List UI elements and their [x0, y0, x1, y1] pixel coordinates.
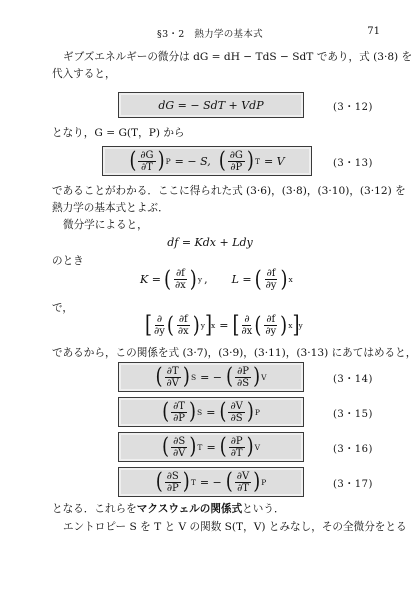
equation-cross-derivative: [ $\frac{\partial}{\partial y}$ ( $\frac{\partial f}{\partial x}$ ) y ] x = [ $\frac{\partial}{\partial x}$ ( $\frac{\partial f}{\partial y}$ ) x ] y [145, 311, 303, 339]
paragraph-line: 微分学によると， [63, 219, 148, 231]
partial-derivative: ( $\frac{\partial S}{\partial P}$ ) T [155, 468, 196, 495]
equation-number: (3・14) [333, 374, 373, 385]
equation-box-3-12 [118, 92, 304, 118]
partial-derivative: ( $\frac{\partial V}{\partial S}$ ) P [219, 398, 260, 425]
partial-derivative: ( $\frac{\partial P}{\partial S}$ ) V [226, 363, 267, 390]
equation-number: (3・15) [333, 409, 373, 420]
partial-derivative: ( $\frac{\partial T}{\partial V}$ ) S [155, 363, 197, 390]
equation-number: (3・16) [333, 444, 373, 455]
equation-box-maxwell [118, 362, 304, 392]
equation-sign: = − [199, 475, 222, 489]
equation-box-maxwell [118, 467, 304, 497]
partial-derivative: ( $\frac{\partial f}{\partial y}$ ) x [254, 265, 293, 292]
paragraph-line: ギブズエネルギーの微分は dG = dH − TdS − SdT であり，式 (3·8) を [63, 51, 413, 63]
paragraph-line: エントロピー S を T と V の関数 S(T，V) とみなし，その全微分をとる [63, 521, 407, 533]
paragraph-line: となる．これらをマクスウェルの関係式という． [52, 503, 285, 515]
partial-derivative: ( $\frac{\partial V}{\partial T}$ ) P [225, 468, 267, 495]
page-header [0, 26, 420, 42]
equation-sign: = [206, 405, 216, 419]
partial-derivative: ( $\frac{\partial T}{\partial P}$ ) S [162, 398, 203, 425]
page-number: 71 [367, 26, 380, 37]
equation-K-L: K = ( $\frac{\partial f}{\partial x}$ ) y , L = ( $\frac{\partial f}{\partial y}$ ) x [140, 265, 293, 292]
section-title: §3・2 熱力学の基本式 [157, 29, 263, 40]
equation-number: (3・17) [333, 479, 373, 490]
paragraph-line: であるから，この関係を式 (3·7)，(3·9)，(3·11)，(3·13) にあてはめると， [52, 347, 417, 359]
term-maxwell-relations: マクスウェルの関係式 [136, 503, 243, 515]
equation-sign: = − [200, 370, 223, 384]
paragraph-line: となり，G = G(T，P) から [52, 127, 185, 139]
equation-rhs: = V [263, 154, 285, 168]
paragraph-line: 代入すると， [52, 68, 116, 80]
equation-box-3-13 [102, 146, 312, 176]
equation-box-maxwell [118, 397, 304, 427]
equation-box-maxwell [118, 432, 304, 462]
equation-number: (3・13) [333, 158, 373, 169]
paragraph-line: 熱力学の基本式とよぶ． [52, 202, 169, 214]
partial-derivative: ( $\frac{\partial f}{\partial x}$ ) y [163, 265, 203, 292]
paragraph-line: で， [52, 302, 73, 314]
equation-sign: = [206, 440, 216, 454]
partial-derivative: ( $\frac{\partial G}{\partial T}$ ) P [129, 147, 171, 174]
equation-text: dG = − SdT + VdP [158, 98, 264, 112]
partial-derivative: ( $\frac{\partial S}{\partial V}$ ) T [161, 433, 203, 460]
partial-derivative: ( $\frac{\partial G}{\partial P}$ ) T [218, 147, 260, 174]
partial-derivative: ( $\frac{\partial P}{\partial T}$ ) V [219, 433, 261, 460]
equation-rhs: = − S, [174, 154, 211, 168]
paragraph-line: であることがわかる．ここに得られた式 (3·6)，(3·8)，(3·10)，(3·12) を [52, 185, 406, 197]
equation-number: (3・12) [333, 102, 373, 113]
equation-df: df = Kdx + Ldy [167, 236, 253, 249]
paragraph-line: のとき [52, 255, 84, 267]
